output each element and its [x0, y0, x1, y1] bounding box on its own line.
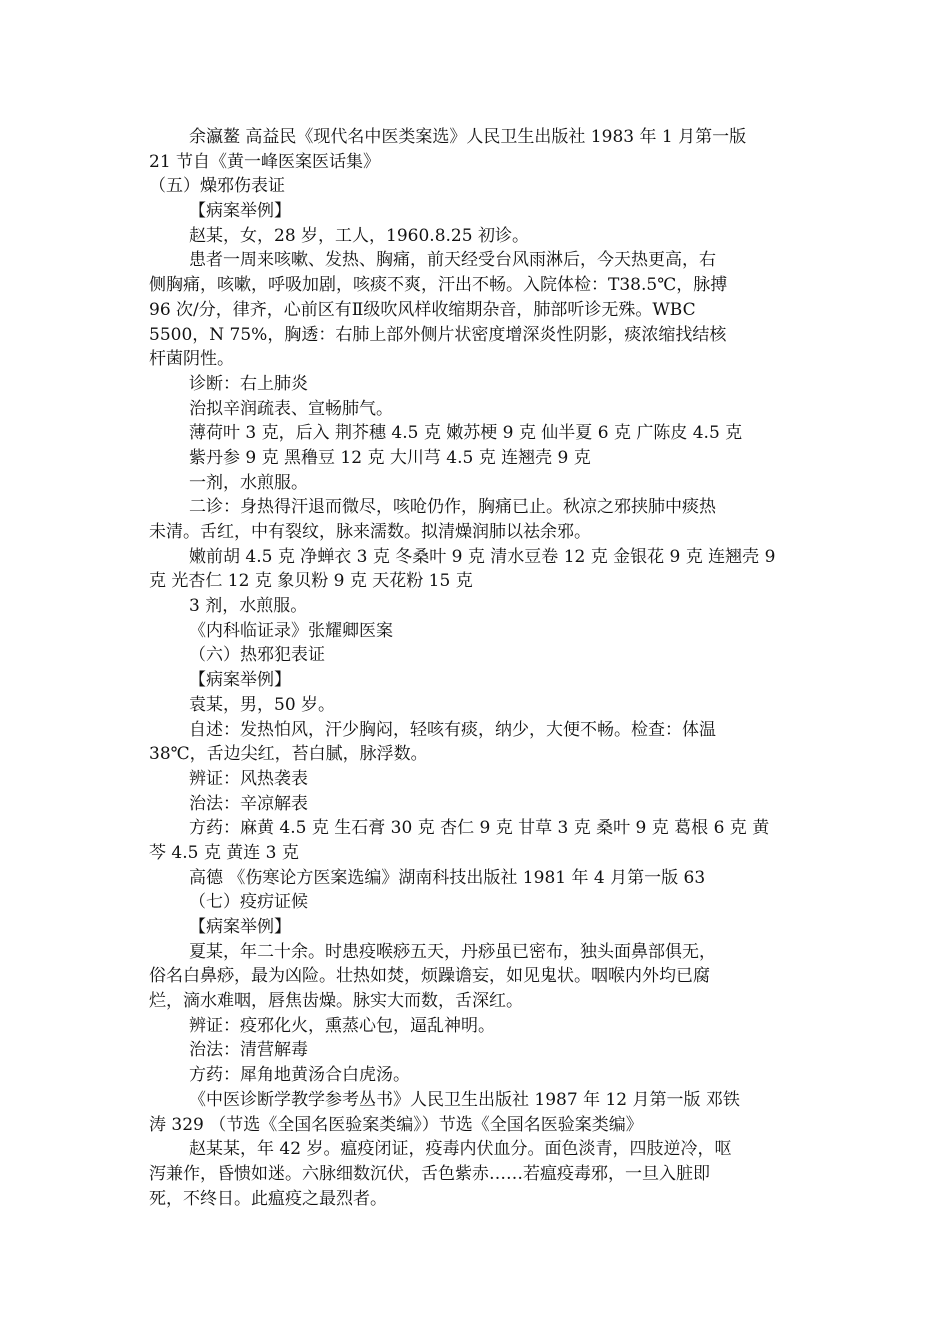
- text-line: 嫩前胡 4.5 克 净蝉衣 3 克 冬桑叶 9 克 清水豆卷 12 克 金银花 9 克 连翘壳 9: [189, 546, 776, 567]
- text-line: 【病案举例】: [189, 917, 291, 937]
- text-line: 治法：清营解毒: [189, 1040, 308, 1061]
- text-line: 38℃，舌边尖红，苔白腻，脉浮数。: [149, 744, 428, 765]
- text-line: 辨证：风热袭表: [189, 768, 308, 789]
- text-line: （六）热邪犯表证: [189, 645, 325, 666]
- text-line: 俗名白鼻痧，最为凶险。壮热如焚，烦躁谵妄，如见鬼状。咽喉内外均已腐: [149, 966, 710, 987]
- text-line: （七）疫疠证候: [189, 892, 308, 913]
- text-line: 紫丹参 9 克 黑穞豆 12 克 大川芎 4.5 克 连翘壳 9 克: [189, 447, 591, 468]
- text-line: 涛 329 （节选《全国名医验案类编》）节选《全国名医验案类编》: [149, 1114, 643, 1135]
- text-line: 辨证：疫邪化火，熏蒸心包，逼乱神明。: [189, 1015, 495, 1036]
- text-line: 诊断：右上肺炎: [189, 373, 308, 394]
- text-line: 赵某某，年 42 岁。瘟疫闭证，疫毒内伏血分。面色淡青，四肢逆冷，呕: [189, 1139, 732, 1160]
- text-line: 芩 4.5 克 黄连 3 克: [149, 842, 299, 863]
- text-line: 薄荷叶 3 克，后入 荆芥穗 4.5 克 嫩苏梗 9 克 仙半夏 6 克 广陈皮 4.5 克: [189, 423, 743, 444]
- text-line: 方药：麻黄 4.5 克 生石膏 30 克 杏仁 9 克 甘草 3 克 桑叶 9 克 葛根 6 克 黄: [189, 818, 770, 839]
- text-line: 杆菌阴性。: [149, 349, 234, 370]
- text-line: 治拟辛润疏表、宣畅肺气。: [189, 398, 393, 419]
- text-line: 余瀛鳌 高益民《现代名中医类案选》人民卫生出版社 1983 年 1 月第一版: [189, 127, 747, 147]
- text-line: 未清。舌红，中有裂纹，脉来濡数。拟清燥润肺以祛余邪。: [149, 522, 591, 542]
- text-line: 高德 《伤寒论方医案选编》湖南科技出版社 1981 年 4 月第一版 63: [189, 867, 706, 888]
- text-line: 赵某，女，28 岁，工人，1960.8.25 初诊。: [189, 225, 529, 246]
- text-line: 袁某，男，50 岁。: [189, 694, 336, 715]
- text-line: 治法：辛凉解表: [189, 793, 308, 814]
- text-line: 方药：犀角地黄汤合白虎汤。: [189, 1065, 410, 1086]
- text-line: 二诊：身热得汗退而微尽，咳呛仍作，胸痛已止。秋凉之邪挟肺中痰热: [189, 497, 716, 518]
- text-line: 96 次/分，律齐，心前区有Ⅱ级吹风样收缩期杂音，肺部听诊无殊。WBC: [149, 299, 696, 320]
- text-line: 侧胸痛，咳嗽，呼吸加剧，咳痰不爽，汗出不畅。入院体检：T38.5℃，脉搏: [149, 275, 728, 296]
- text-line: 泻兼作，昏愦如迷。六脉细数沉伏，舌色紫赤……若瘟疫毒邪，一旦入脏即: [149, 1163, 710, 1184]
- text-line: 【病案举例】: [189, 670, 291, 691]
- text-line: 21 节自《黄一峰医案医话集》: [149, 151, 381, 172]
- text-line: 【病案举例】: [189, 201, 291, 222]
- text-line: 克 光杏仁 12 克 象贝粉 9 克 天花粉 15 克: [149, 571, 473, 592]
- text-line: 一剂，水煎服。: [189, 472, 308, 493]
- text-line: 《中医诊断学教学参考丛书》人民卫生出版社 1987 年 12 月第一版 邓铁: [189, 1089, 740, 1110]
- text-line: 患者一周来咳嗽、发热、胸痛，前天经受台风雨淋后，今天热更高，右: [189, 250, 716, 271]
- text-line: 死，不终日。此瘟疫之最烈者。: [149, 1188, 387, 1209]
- text-line: 3 剂，水煎服。: [189, 596, 308, 617]
- text-line: 5500，N 75%，胸透：右肺上部外侧片状密度增深炎性阴影，痰浓缩找结核: [149, 324, 727, 345]
- text-line: 烂，滴水难咽，唇焦齿燥。脉实大而数，舌深红。: [149, 991, 523, 1012]
- text-line: （五）燥邪伤表证: [149, 176, 285, 197]
- text-line: 夏某，年二十余。时患疫喉痧五天，丹痧虽已密布，独头面鼻部俱无，: [189, 941, 716, 962]
- document-body: [149, 125, 801, 1211]
- text-line: 《内科临证录》张耀卿医案: [189, 620, 393, 641]
- text-line: 自述：发热怕风，汗少胸闷，轻咳有痰，纳少，大便不畅。检查：体温: [189, 719, 716, 740]
